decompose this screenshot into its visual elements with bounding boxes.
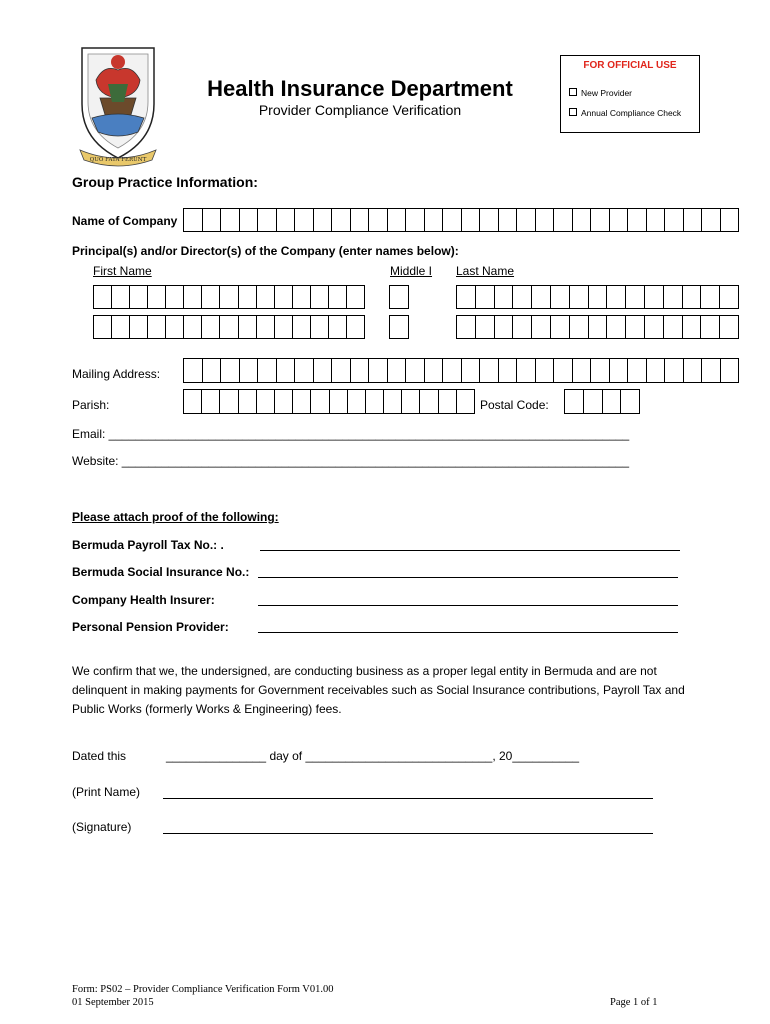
char-box[interactable] [536,359,555,382]
char-box[interactable] [462,209,481,231]
signature-label: (Signature) [72,820,132,834]
char-box[interactable] [570,316,589,338]
last-name-field-1[interactable] [456,285,739,309]
char-box[interactable] [513,316,532,338]
char-box[interactable] [184,359,203,382]
char-box[interactable] [462,359,481,382]
char-box[interactable] [457,390,474,413]
char-box[interactable] [684,209,703,231]
char-box[interactable] [443,209,462,231]
svg-text:QUO FATA FERUNT: QUO FATA FERUNT [89,157,147,163]
char-box[interactable] [536,209,555,231]
char-box[interactable] [277,209,296,231]
page-subtitle: Provider Compliance Verification [258,102,462,118]
char-box[interactable] [275,390,293,413]
char-box[interactable] [348,390,366,413]
char-box[interactable] [683,316,702,338]
char-box[interactable] [351,209,370,231]
char-box[interactable] [311,316,329,338]
postal-code-field[interactable] [564,389,640,414]
char-box[interactable] [314,359,333,382]
char-box[interactable] [664,316,683,338]
char-box[interactable] [277,359,296,382]
mailing-address-field[interactable] [183,358,739,383]
annual-compliance-label: Annual Compliance Check [581,108,682,118]
char-box[interactable] [683,286,702,308]
footer-form-id [72,983,334,1009]
char-box[interactable] [626,316,645,338]
char-box[interactable] [94,316,112,338]
char-box[interactable] [607,316,626,338]
char-box[interactable] [626,286,645,308]
char-box[interactable] [645,286,664,308]
char-box[interactable] [148,286,166,308]
health-insurer-field[interactable] [258,605,678,606]
char-box[interactable] [517,359,536,382]
char-box[interactable] [384,390,402,413]
char-box[interactable] [148,316,166,338]
pension-provider-label: Personal Pension Provider: [72,620,229,634]
char-box[interactable] [701,316,720,338]
char-box[interactable] [295,209,314,231]
char-box[interactable] [621,390,639,413]
char-box[interactable] [332,209,351,231]
char-box[interactable] [220,316,238,338]
char-box[interactable] [240,209,259,231]
middle-initial-field-1[interactable] [389,285,409,309]
char-box[interactable] [499,359,518,382]
char-box[interactable] [239,390,257,413]
char-box[interactable] [130,286,148,308]
char-box[interactable] [329,286,347,308]
char-box[interactable] [570,286,589,308]
first-name-field-2[interactable] [93,315,365,339]
char-box[interactable] [293,316,311,338]
new-provider-label: New Provider [581,88,633,98]
char-box[interactable] [425,359,444,382]
checkbox-icon [569,88,577,96]
char-box[interactable] [240,359,259,382]
company-name-field[interactable] [183,208,739,232]
char-box[interactable] [202,316,220,338]
checkbox-icon [569,108,577,116]
declaration-paragraph: We confirm that we, the undersigned, are conducting business as a proper legal entity in Bermuda and are not delinquent in making payments for Government receivables such as Social Insurance contributions, Payroll Tax and Public Works (formerly Works & Engineering) fees. [72,664,685,716]
char-box[interactable] [647,209,666,231]
char-box[interactable] [603,390,622,413]
char-box[interactable] [258,209,277,231]
char-box[interactable] [112,286,130,308]
mailing-address-label: Mailing Address: [72,367,161,381]
new-provider-checkbox[interactable] [569,88,632,98]
char-box[interactable] [554,359,573,382]
char-box[interactable] [532,316,551,338]
footer-date: 01 September 2015 [72,997,154,1008]
char-box[interactable] [720,286,738,308]
social-insurance-field[interactable] [258,577,678,578]
char-box[interactable] [607,286,626,308]
char-box[interactable] [684,359,703,382]
char-box[interactable] [439,390,457,413]
char-box[interactable] [720,316,738,338]
char-box[interactable] [628,359,647,382]
char-box[interactable] [293,390,311,413]
char-box[interactable] [402,390,420,413]
char-box[interactable] [457,286,476,308]
pension-provider-field[interactable] [258,632,678,633]
print-name-field[interactable] [163,798,653,799]
char-box[interactable] [221,209,240,231]
char-box[interactable] [130,316,148,338]
social-insurance-label: Bermuda Social Insurance No.: [72,565,250,579]
payroll-tax-field[interactable] [260,550,680,551]
char-box[interactable] [184,286,202,308]
char-box[interactable] [332,359,351,382]
print-name-label: (Print Name) [72,785,141,799]
char-box[interactable] [293,286,311,308]
parish-label: Parish: [72,398,110,412]
payroll-tax-label: Bermuda Payroll Tax No.: . [72,538,224,552]
group-practice-heading: Group Practice Information: [72,174,258,190]
char-box[interactable] [532,286,551,308]
char-box[interactable] [610,359,629,382]
char-box[interactable] [166,316,184,338]
dated-label: Dated this [72,749,127,763]
char-box[interactable] [425,209,444,231]
char-box[interactable] [388,209,407,231]
char-box[interactable] [406,359,425,382]
char-box[interactable] [203,359,222,382]
char-box[interactable] [295,359,314,382]
char-box[interactable] [420,390,438,413]
char-box[interactable] [166,286,184,308]
char-box[interactable] [721,359,739,382]
char-box[interactable] [565,390,584,413]
char-box[interactable] [369,359,388,382]
char-box[interactable] [220,286,238,308]
char-box[interactable] [589,286,608,308]
char-box[interactable] [184,390,202,413]
char-box[interactable] [457,316,476,338]
official-use-title: FOR OFFICIAL USE [583,60,677,71]
last-name-label: Last Name [456,264,515,278]
char-box[interactable] [476,286,495,308]
char-box[interactable] [647,359,666,382]
char-box[interactable] [311,286,329,308]
char-box[interactable] [347,286,364,308]
char-box[interactable] [388,359,407,382]
char-box[interactable] [221,359,240,382]
char-box[interactable] [369,209,388,231]
char-box[interactable] [258,359,277,382]
char-box[interactable] [239,286,257,308]
char-box[interactable] [589,316,608,338]
char-box[interactable] [702,209,721,231]
website-field[interactable]: Website: ____________________________________________________________________________ [72,454,630,468]
char-box[interactable] [591,359,610,382]
char-box[interactable] [573,359,592,382]
principals-label: Principal(s) and/or Director(s) of the Company (enter names below): [72,244,459,258]
char-box[interactable] [184,316,202,338]
char-box[interactable] [664,286,683,308]
page-title: Health Insurance Department [207,76,513,101]
char-box[interactable] [275,286,293,308]
proof-heading: Please attach proof of the following: [72,510,279,524]
char-box[interactable] [443,359,462,382]
char-box[interactable] [476,316,495,338]
char-box[interactable] [480,209,499,231]
char-box[interactable] [239,316,257,338]
char-box[interactable] [314,209,333,231]
page-number: Page 1 of 1 [610,997,658,1008]
postal-code-label: Postal Code: [480,398,549,412]
char-box[interactable] [202,286,220,308]
char-box[interactable] [112,316,130,338]
char-box[interactable] [554,209,573,231]
health-insurer-label: Company Health Insurer: [72,593,215,607]
char-box[interactable] [351,359,370,382]
footer-form-line: Form: PS02 – Provider Compliance Verification Form V01.00 [72,984,334,995]
char-box[interactable] [366,390,384,413]
char-box[interactable] [584,390,603,413]
middle-initial-label: Middle I [390,264,433,278]
char-box[interactable] [665,209,684,231]
char-box[interactable] [257,286,275,308]
char-box[interactable] [184,209,203,231]
char-box[interactable] [495,316,514,338]
bermuda-coat-of-arms-logo [78,40,158,168]
char-box[interactable] [517,209,536,231]
first-name-field-1[interactable] [93,285,365,309]
char-box[interactable] [220,390,238,413]
char-box[interactable] [347,316,364,338]
char-box[interactable] [257,390,275,413]
dated-field[interactable]: _______________ day of ____________________________, 20__________ [166,749,580,763]
char-box[interactable] [406,209,425,231]
char-box[interactable] [513,286,532,308]
last-name-field-2[interactable] [456,315,739,339]
signature-field[interactable] [163,833,653,834]
email-field[interactable]: Email: ______________________________________________________________________________ [72,427,630,441]
company-name-label: Name of Company [72,214,178,228]
char-box[interactable] [94,286,112,308]
char-box[interactable] [591,209,610,231]
char-box[interactable] [203,209,222,231]
char-box[interactable] [551,286,570,308]
parish-field[interactable] [183,389,475,414]
char-box[interactable] [202,390,220,413]
char-box[interactable] [551,316,570,338]
char-box[interactable] [721,209,739,231]
annual-compliance-checkbox[interactable] [569,108,681,118]
official-use-box [560,55,700,133]
char-box[interactable] [645,316,664,338]
char-box[interactable] [702,359,721,382]
middle-initial-field-2[interactable] [389,315,409,339]
char-box[interactable] [610,209,629,231]
first-name-label: First Name [93,264,152,278]
char-box[interactable] [480,359,499,382]
char-box[interactable] [257,316,275,338]
char-box[interactable] [275,316,293,338]
char-box[interactable] [573,209,592,231]
char-box[interactable] [701,286,720,308]
char-box[interactable] [499,209,518,231]
char-box[interactable] [330,390,348,413]
char-box[interactable] [628,209,647,231]
char-box[interactable] [495,286,514,308]
char-box[interactable] [329,316,347,338]
char-box[interactable] [665,359,684,382]
char-box[interactable] [311,390,329,413]
